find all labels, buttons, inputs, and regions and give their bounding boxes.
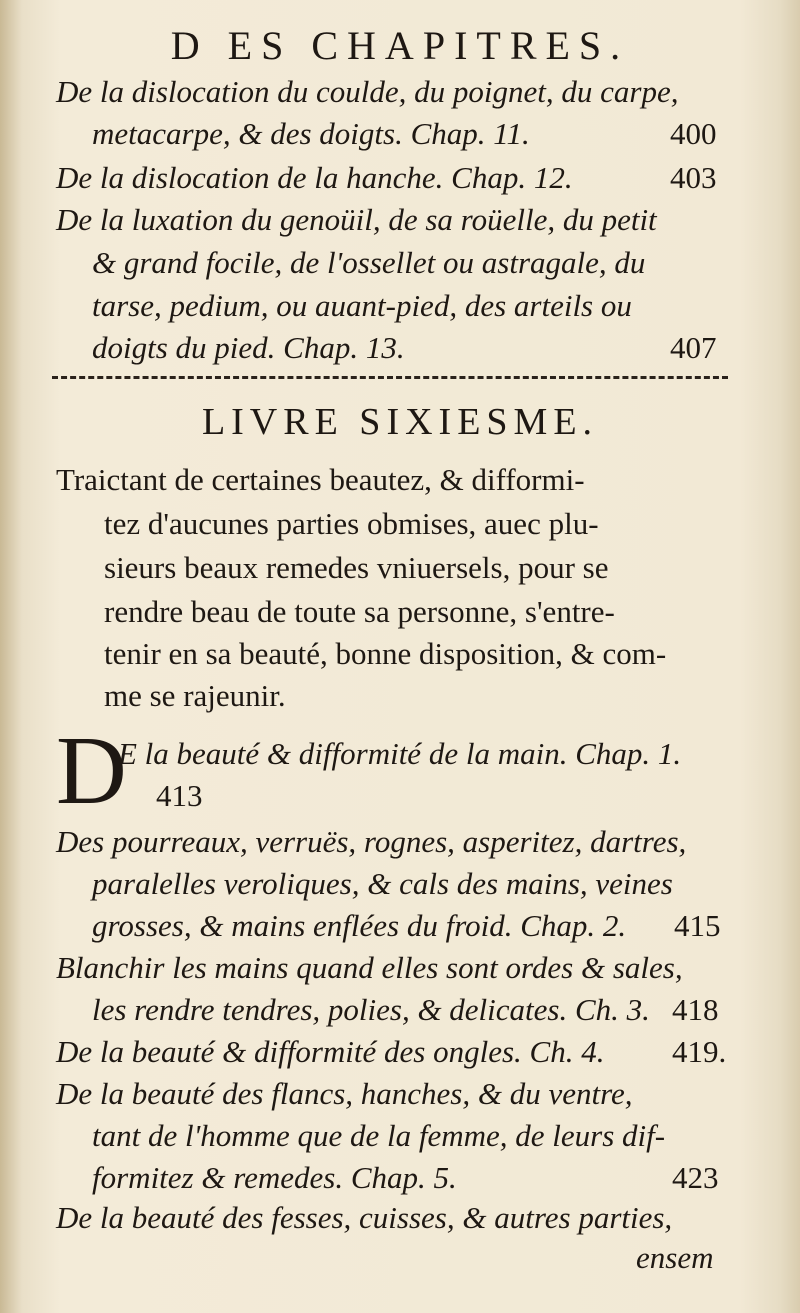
toc-entry-line: Blanchir les mains quand elles sont ordes & sales, — [56, 950, 683, 985]
toc-page-number: 415 — [674, 908, 721, 943]
toc-page-number: 419. — [672, 1034, 727, 1069]
summary-line: Traictant de certaines beautez, & difformi- — [56, 462, 585, 497]
toc-entry-line: E la beauté & difformité de la main. Chap. 1. — [118, 736, 682, 771]
summary-line: tez d'aucunes parties obmises, auec plu- — [104, 506, 599, 541]
summary-line: sieurs beaux remedes vniuersels, pour se — [104, 550, 609, 585]
drop-cap: D — [56, 717, 127, 825]
section-divider-rule — [52, 376, 728, 379]
toc-page-number: 413 — [156, 778, 203, 813]
toc-entry-line: De la beauté & difformité des ongles. Ch. 4. — [56, 1034, 605, 1069]
toc-entry-line: tant de l'homme que de la femme, de leurs dif- — [92, 1118, 666, 1153]
catchword-text: ensem — [636, 1240, 714, 1275]
toc-page-number: 400 — [670, 116, 717, 151]
toc-entry-line: De la beauté des fesses, cuisses, & autres parties, — [56, 1200, 673, 1235]
toc-entry-line: tarse, pedium, ou auant-pied, des arteils ou — [92, 288, 632, 323]
toc-entry-line: De la dislocation du coulde, du poignet, du carpe, — [56, 74, 679, 109]
summary-line: tenir en sa beauté, bonne disposition, & com- — [104, 636, 667, 671]
toc-page-number: 418 — [672, 992, 719, 1027]
toc-entry-line: De la beauté des flancs, hanches, & du ventre, — [56, 1076, 633, 1111]
toc-entry-line: doigts du pied. Chap. 13. — [92, 330, 405, 365]
toc-entry-line: De la luxation du genoüil, de sa roüelle, du petit — [56, 202, 657, 237]
toc-entry-line: grosses, & mains enflées du froid. Chap. 2. — [92, 908, 627, 943]
toc-entry-line: formitez & remedes. Chap. 5. — [92, 1160, 457, 1195]
toc-page-number: 423 — [672, 1160, 719, 1195]
toc-entry-line: metacarpe, & des doigts. Chap. 11. — [92, 116, 530, 151]
toc-entry-line: paralelles veroliques, & cals des mains, veines — [92, 866, 673, 901]
toc-entry-line: les rendre tendres, polies, & delicates. Ch. 3. — [92, 992, 650, 1027]
summary-line: rendre beau de toute sa personne, s'entre- — [104, 594, 615, 629]
running-head: D ES CHAPITRES. — [170, 23, 630, 68]
toc-entry-line: & grand focile, de l'ossellet ou astragale, du — [92, 245, 646, 280]
toc-entry-line: De la dislocation de la hanche. Chap. 12. — [56, 160, 573, 195]
toc-page-number: 403 — [670, 160, 717, 195]
toc-page-number: 407 — [670, 330, 717, 365]
book-title: LIVRE SIXIESME. — [201, 401, 599, 443]
toc-entry-line: Des pourreaux, verruës, rognes, asperitez, dartres, — [56, 824, 687, 859]
summary-line: me se rajeunir. — [104, 678, 286, 713]
